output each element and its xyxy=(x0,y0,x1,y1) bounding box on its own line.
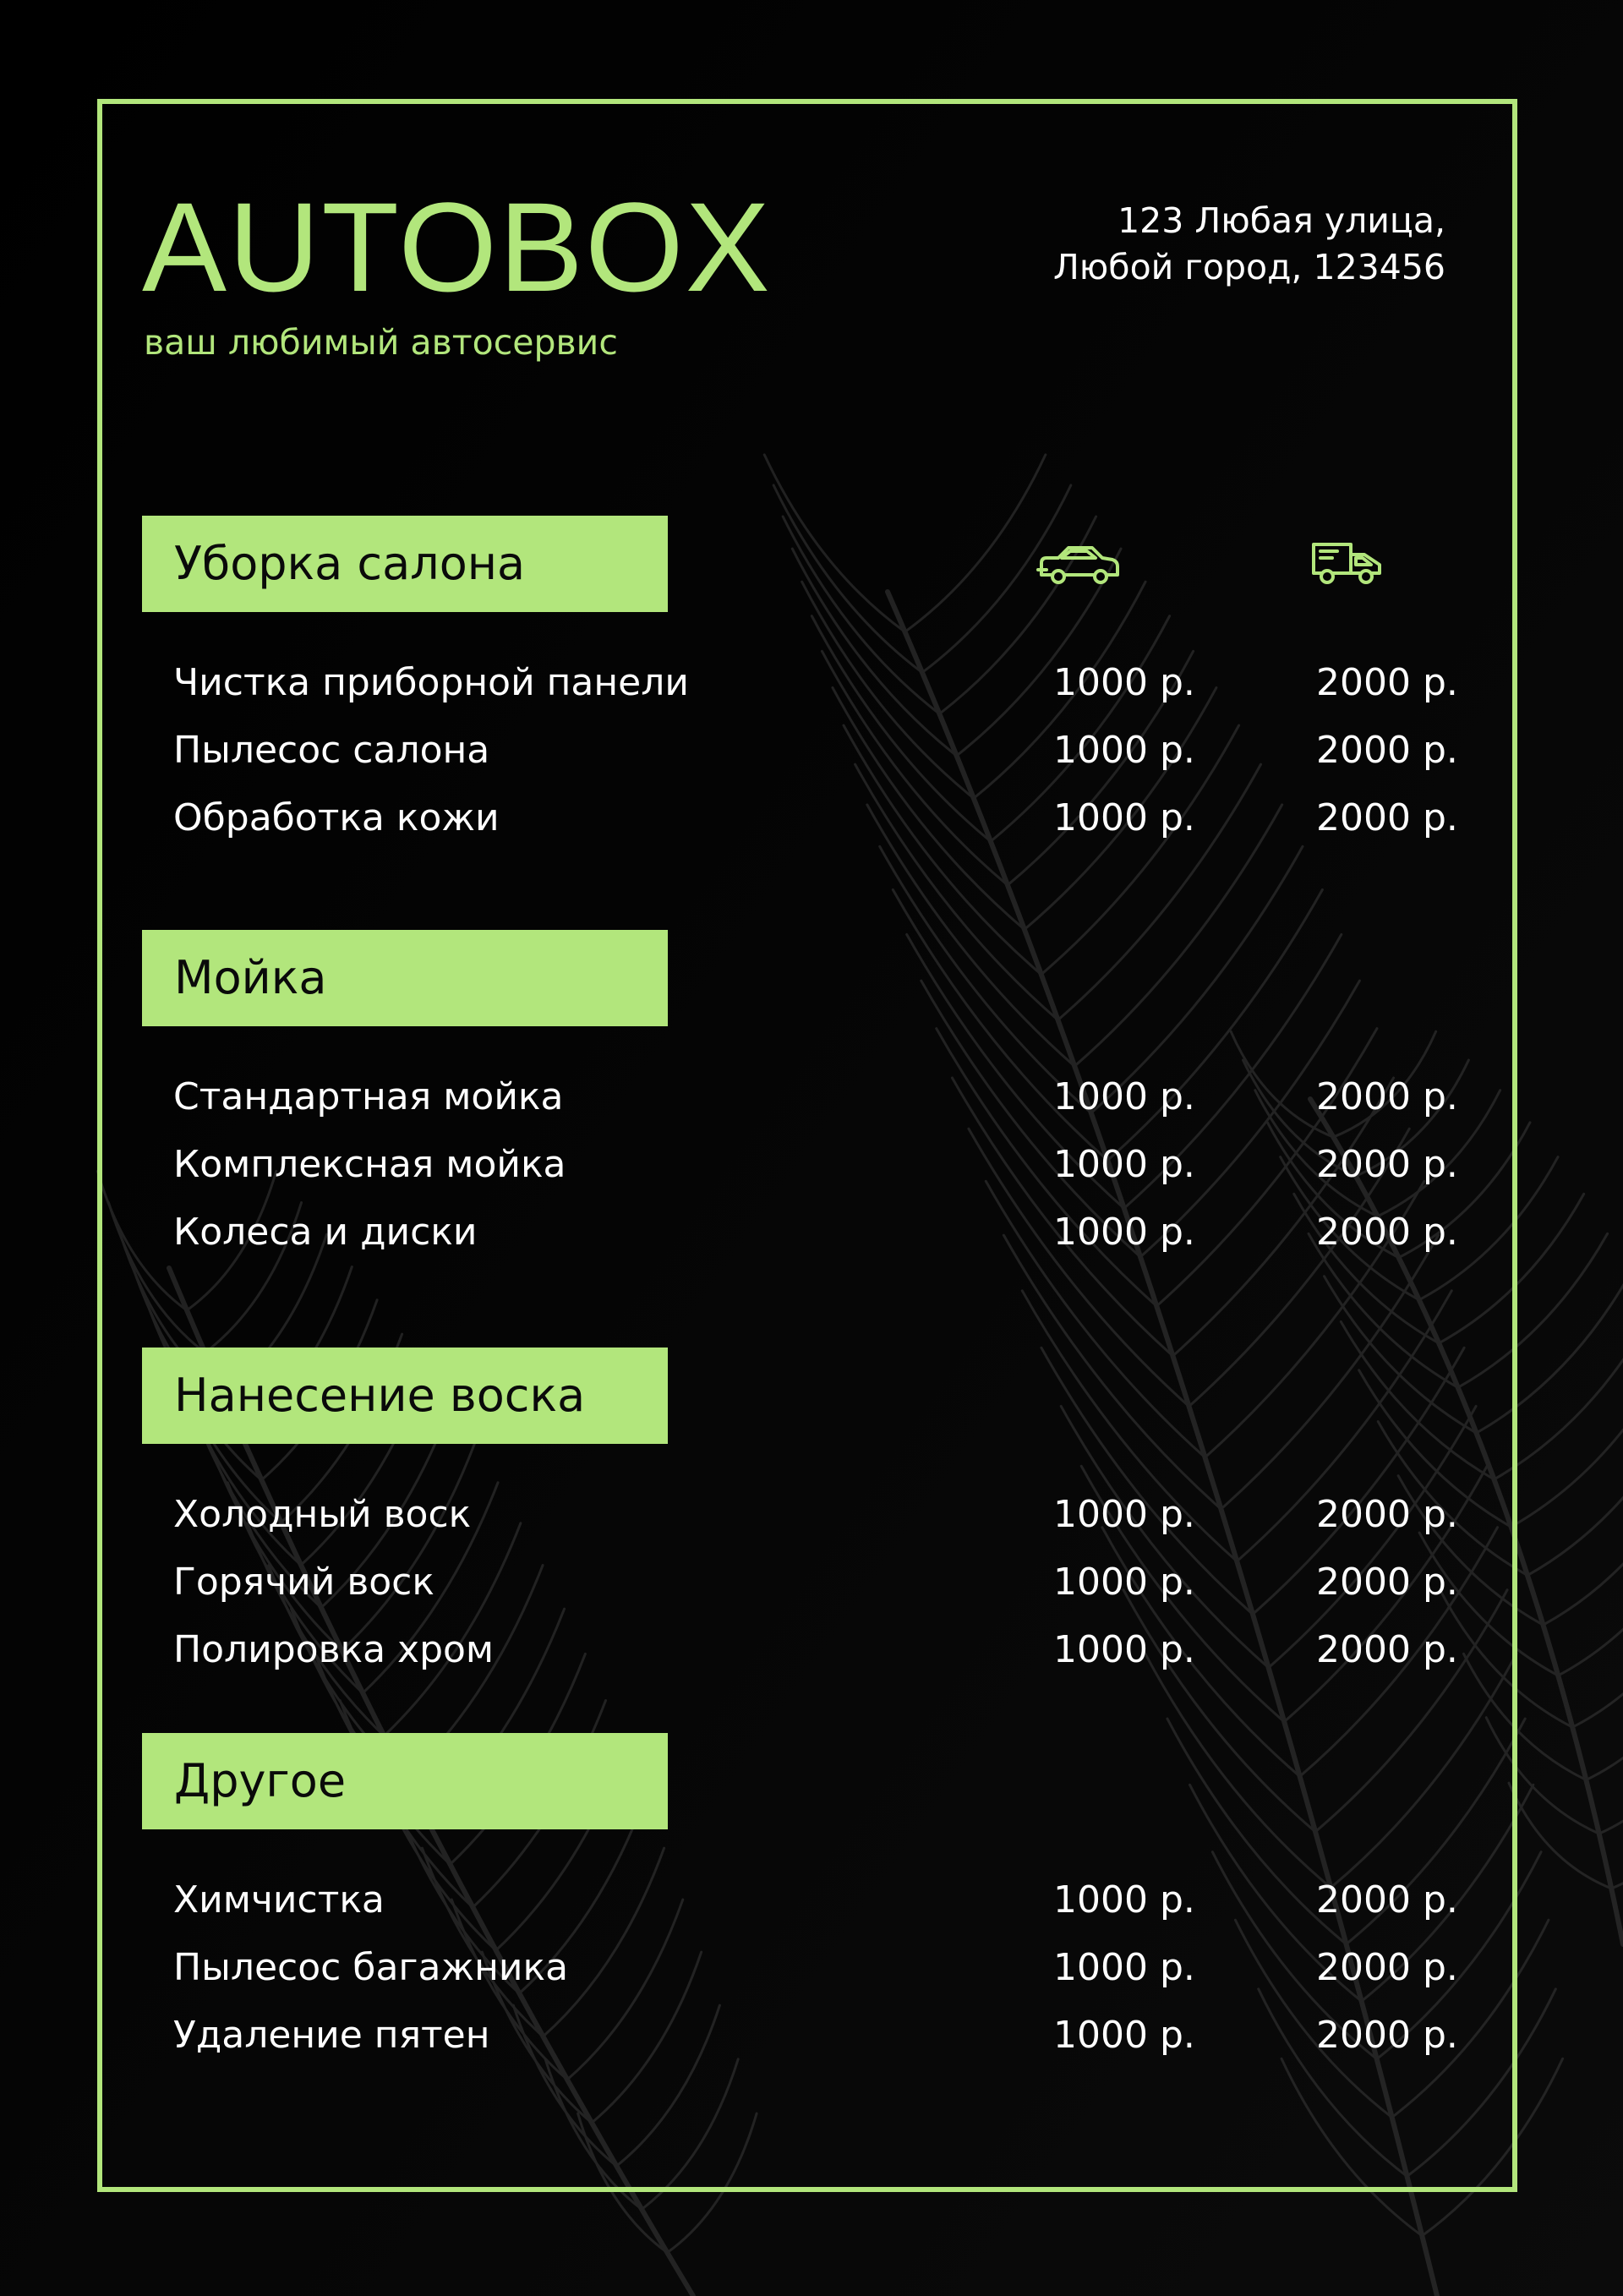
service-row xyxy=(173,1063,1461,1131)
service-row xyxy=(173,784,1461,852)
address-line-2: Любой город, 123456 xyxy=(1052,247,1445,287)
service-name: Горячий воск xyxy=(173,1561,434,1604)
service-name: Удаление пятен xyxy=(173,2014,490,2057)
service-list xyxy=(142,1481,1461,1684)
service-name: Обработка кожи xyxy=(173,796,500,839)
price-truck: 2000 р. xyxy=(1316,661,1458,704)
price-car: 1000 р. xyxy=(1053,1561,1195,1604)
price-truck: 2000 р. xyxy=(1316,1211,1458,1254)
section-other xyxy=(142,1733,1461,2069)
price-car: 1000 р. xyxy=(1053,796,1195,839)
price-truck: 2000 р. xyxy=(1316,1493,1458,1536)
service-row xyxy=(173,1934,1461,2002)
address xyxy=(1053,198,1445,291)
price-truck: 2000 р. xyxy=(1316,1946,1458,1989)
service-row xyxy=(173,649,1461,717)
service-row xyxy=(173,1549,1461,1616)
service-name: Комплексная мойка xyxy=(173,1143,566,1186)
price-truck: 2000 р. xyxy=(1316,1561,1458,1604)
price-car: 1000 р. xyxy=(1053,1946,1195,1989)
service-row xyxy=(173,1131,1461,1199)
section-wash xyxy=(142,930,1461,1266)
price-truck: 2000 р. xyxy=(1316,2014,1458,2057)
section-title: Уборка салона xyxy=(142,516,668,612)
price-car: 1000 р. xyxy=(1053,1211,1195,1254)
service-row xyxy=(173,1867,1461,1934)
service-name: Пылесос багажника xyxy=(173,1946,569,1989)
service-row xyxy=(173,717,1461,784)
price-car: 1000 р. xyxy=(1053,1143,1195,1186)
section-interior-cleaning xyxy=(142,516,1461,852)
service-list xyxy=(142,1063,1461,1266)
service-name: Чистка приборной панели xyxy=(173,661,689,704)
price-truck: 2000 р. xyxy=(1316,1878,1458,1922)
service-row xyxy=(173,2002,1461,2069)
price-truck: 2000 р. xyxy=(1316,1143,1458,1186)
address-line-1: 123 Любая улица, xyxy=(1118,200,1445,241)
price-car: 1000 р. xyxy=(1053,1493,1195,1536)
price-truck: 2000 р. xyxy=(1316,1075,1458,1118)
price-car: 1000 р. xyxy=(1053,1878,1195,1922)
service-list xyxy=(142,649,1461,852)
service-row xyxy=(173,1481,1461,1549)
service-name: Колеса и диски xyxy=(173,1211,478,1254)
price-car: 1000 р. xyxy=(1053,729,1195,772)
price-car: 1000 р. xyxy=(1053,661,1195,704)
service-name: Полировка хром xyxy=(173,1628,495,1671)
service-name: Химчистка xyxy=(173,1878,385,1922)
price-truck: 2000 р. xyxy=(1316,1628,1458,1671)
price-car: 1000 р. xyxy=(1053,2014,1195,2057)
service-name: Стандартная мойка xyxy=(173,1075,564,1118)
price-truck: 2000 р. xyxy=(1316,729,1458,772)
service-row xyxy=(173,1199,1461,1266)
section-title: Нанесение воска xyxy=(142,1348,668,1444)
section-title: Другое xyxy=(142,1733,668,1829)
service-name: Пылесос салона xyxy=(173,729,490,772)
service-list xyxy=(142,1867,1461,2069)
section-wax xyxy=(142,1348,1461,1684)
brand-tagline: ваш любимый автосервис xyxy=(144,322,618,363)
section-title: Мойка xyxy=(142,930,668,1026)
price-car: 1000 р. xyxy=(1053,1628,1195,1671)
service-row xyxy=(173,1616,1461,1684)
price-car: 1000 р. xyxy=(1053,1075,1195,1118)
service-name: Холодный воск xyxy=(173,1493,472,1536)
brand-title: AUTOBOX xyxy=(142,176,772,318)
price-truck: 2000 р. xyxy=(1316,796,1458,839)
